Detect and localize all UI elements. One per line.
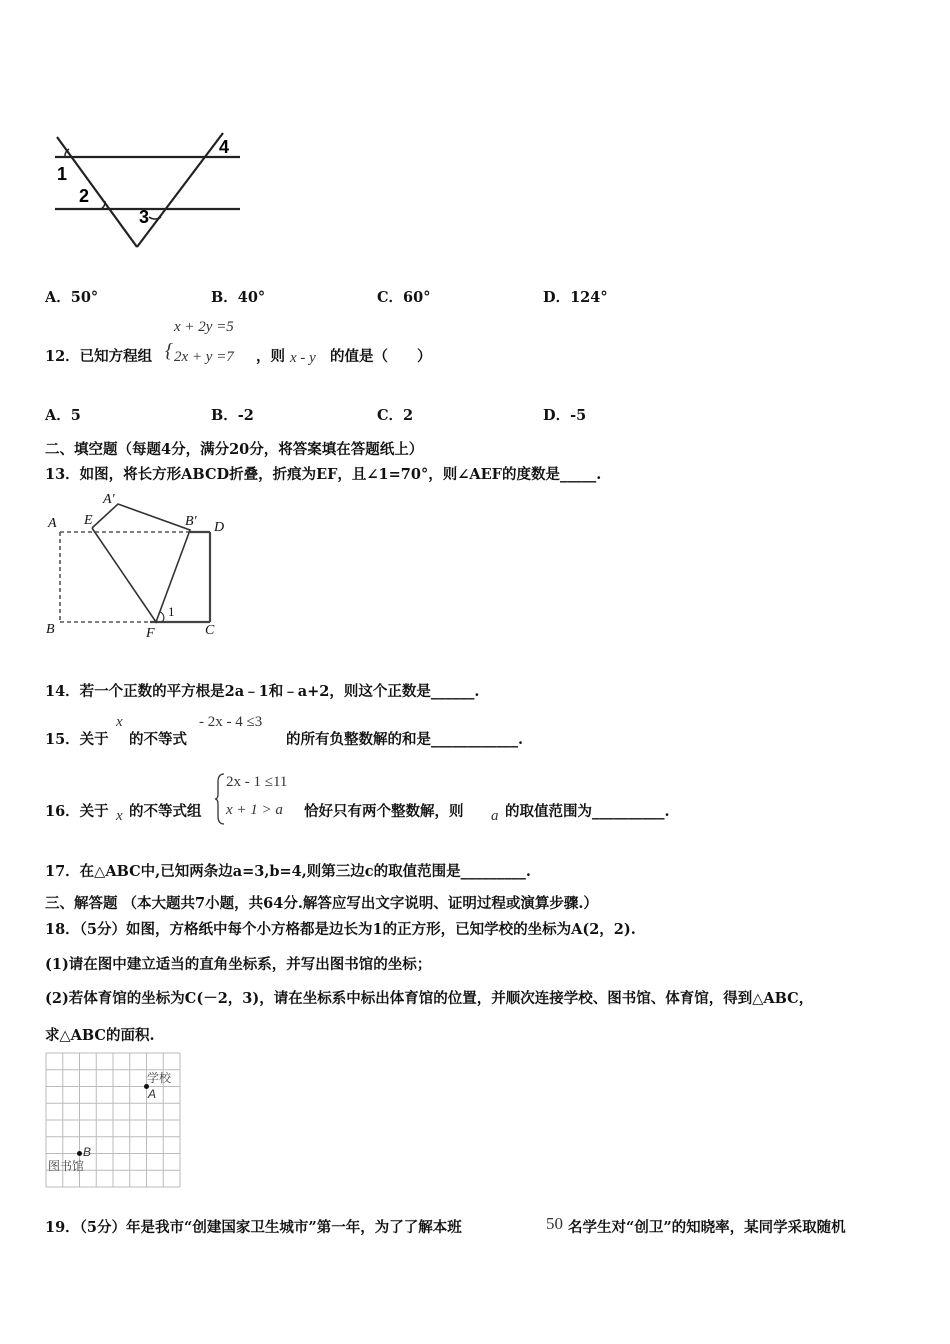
folded-quadrilateral (92, 504, 190, 622)
q16-brace (214, 772, 226, 826)
q16-middle: 的不等式组 (129, 803, 202, 820)
q12-equation-2: 2x + y =7 (174, 349, 234, 365)
library-point (77, 1151, 82, 1156)
angle-label-1: 1 (57, 164, 68, 184)
section-3-title: 三、解答题 （本大题共7小题，共64分.解答应写出文字说明、证明过程或演算步骤.） (45, 895, 598, 912)
label-angle-1: 1 (168, 604, 175, 619)
q18-line-4: 求△ABC的面积. (45, 1027, 155, 1044)
label-a-prime: A′ (103, 492, 115, 507)
angle-label-3: 3 (139, 207, 150, 227)
angle-3-arc (149, 217, 161, 219)
angle-label-4: 4 (219, 137, 230, 157)
q16-variable: x (116, 808, 123, 824)
parallel-lines-figure (45, 125, 250, 255)
q12-option-c: C．2 (377, 407, 414, 424)
q12-option-d: D．-5 (543, 407, 587, 424)
q16-inequality-2: x + 1 > a (226, 802, 283, 818)
q16-prefix: 16．关于 (45, 803, 109, 820)
label-b-prime: B′ (185, 514, 197, 529)
q18-line-3: (2)若体育馆的坐标为C(－2，3)，请在坐标系中标出体育馆的位置，并顺次连接学校、图书馆、体育馆，得到△ABC， (45, 990, 814, 1007)
triangle-left-side (57, 137, 137, 247)
q12-brace: { (165, 340, 173, 362)
q16-inequality-1: 2x - 1 ≤11 (226, 774, 288, 790)
label-a: A (48, 516, 57, 531)
label-c: C (205, 623, 215, 638)
grid-figure (45, 1052, 181, 1188)
triangle-right-side (137, 133, 223, 247)
q17-text: 17．在△ABC中,已知两条边a=3,b=4,则第三边c的取值范围是_________. (45, 863, 531, 880)
q12-option-b: B．-2 (211, 407, 254, 424)
q12-number: 12．已知方程组 (45, 348, 153, 365)
q18-line-2: (1)请在图中建立适当的直角坐标系，并写出图书馆的坐标； (45, 956, 432, 973)
q19-number: 50 (546, 1214, 563, 1233)
label-e: E (84, 513, 93, 528)
q11-option-b: B．40° (211, 289, 266, 306)
q16-parameter: a (491, 808, 499, 824)
q18-line-1: 18．（5分）如图，方格纸中每个小方格都是边长为1的正方形，已知学校的坐标为A(2，2). (45, 921, 636, 938)
q13-text: 13．如图，将长方形ABCD折叠，折痕为EF，且∠1=70°，则∠AEF的度数是_____. (45, 466, 602, 483)
angle-1-arc (160, 612, 164, 622)
q11-option-a: A．50° (45, 289, 99, 306)
point-a-label: A (148, 1087, 157, 1101)
q12-equation-1: x + 2y =5 (174, 319, 234, 335)
point-b-label: B (83, 1145, 92, 1159)
q11-option-d: D．124° (543, 289, 608, 306)
angle-2-arc (101, 201, 105, 209)
label-b: B (46, 622, 55, 637)
q16-suffix-2: 的取值范围为__________. (505, 803, 670, 820)
q15-inequality: - 2x - 4 ≤3 (199, 714, 263, 730)
q15-suffix: 的所有负整数解的和是____________. (286, 731, 524, 748)
q14-text: 14．若一个正数的平方根是2a﹣1和﹣a+2，则这个正数是______. (45, 683, 480, 700)
angle-label-2: 2 (79, 186, 90, 206)
folded-rectangle-figure (40, 490, 240, 645)
q19-prefix: 19．（5分）年是我市“创建国家卫生城市”第一年，为了了解本班 (45, 1219, 462, 1236)
q15-prefix: 15．关于 (45, 731, 109, 748)
q15-middle: 的不等式 (129, 731, 187, 748)
library-label: 图书馆 (48, 1159, 85, 1173)
label-d: D (214, 520, 225, 535)
q11-option-c: C．60° (377, 289, 431, 306)
q16-suffix-1: 恰好只有两个整数解，则 (304, 803, 464, 820)
section-2-title: 二、填空题（每题4分，满分20分，将答案填在答题纸上） (45, 441, 424, 458)
q15-variable: x (116, 714, 123, 730)
q12-tail: 的值是（ ） (330, 348, 432, 365)
q19-suffix: 名学生对“创卫”的知晓率，某同学采取随机 (568, 1219, 846, 1236)
q12-expression: x - y (290, 350, 316, 366)
school-label: 学校 (147, 1071, 172, 1085)
q12-middle: ，则 (256, 348, 285, 365)
q12-option-a: A．5 (45, 407, 81, 424)
label-f: F (146, 626, 155, 641)
